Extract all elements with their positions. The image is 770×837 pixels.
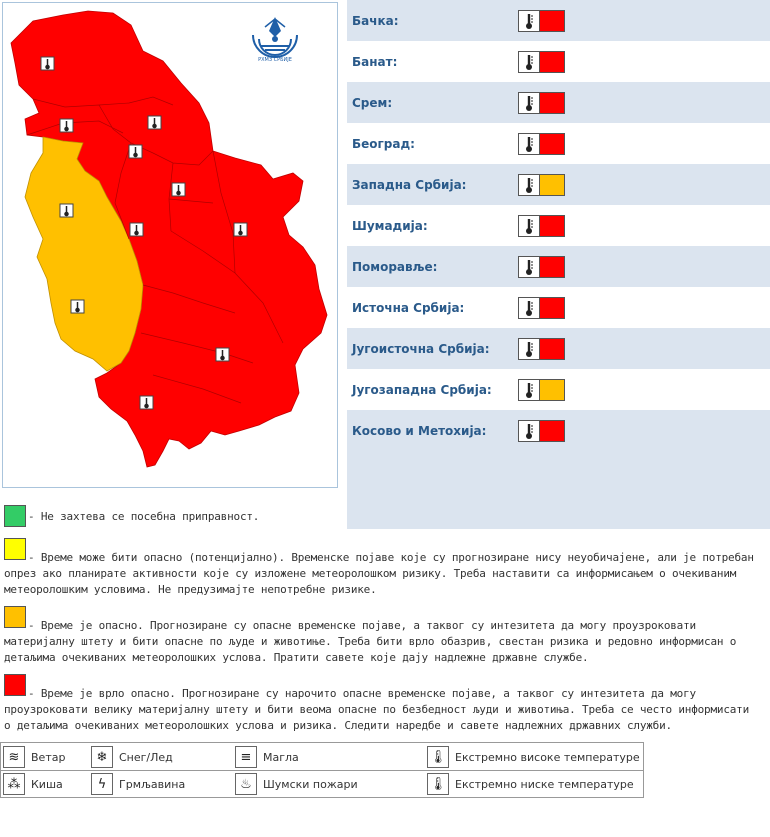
warning-level-swatch	[540, 256, 565, 278]
thermometer-icon	[518, 256, 540, 278]
region-name: Југозападна Србија:	[352, 382, 492, 397]
thermometer-icon	[518, 92, 540, 114]
region-row[interactable]	[347, 410, 770, 451]
icon-legend-snow	[91, 746, 173, 768]
legend-green-text: - Не захтева се посебна приправност.	[28, 510, 260, 523]
warning-level-swatch	[540, 379, 565, 401]
thermometer-icon	[518, 379, 540, 401]
legend-orange-line-1: - Време је опасно. Прогнозиране су опасне временске појаве, а таквог су интезитета да могу проузроковати	[28, 619, 696, 632]
lightning-icon: ϟ	[91, 773, 113, 795]
thermometer-icon	[518, 420, 540, 442]
legend-red-line-2: проузроковати велику материјалну штету и бити веома опасне по безбедност људи и животиња. Треба се често информисати	[4, 703, 750, 716]
region-name: Југоисточна Србија:	[352, 341, 490, 356]
legend-red	[4, 674, 764, 734]
fog-icon: ≡	[235, 746, 257, 768]
legend-orange-line-2: материјалну штету и бити опасне по људе и животиње. Треба бити врло обазрив, свестан ризика и редовно информисан о	[4, 635, 737, 648]
thermometer-icon	[518, 10, 540, 32]
region-name: Банат:	[352, 54, 398, 69]
warning-level-swatch	[540, 215, 565, 237]
icon-legend-snow-label: Снег/Лед	[119, 750, 173, 764]
region-row[interactable]	[347, 369, 770, 410]
warning-level-swatch	[540, 10, 565, 32]
forest-fire-icon: ♨	[235, 773, 257, 795]
region-name: Шумадија:	[352, 218, 428, 233]
thermometer-icon	[518, 297, 540, 319]
icon-legend-cold-label: Екстремно ниске температуре	[455, 777, 634, 791]
legend-orange-text	[4, 618, 736, 666]
icon-legend-fog	[235, 746, 299, 768]
thermometer-icon	[518, 338, 540, 360]
icon-legend-cold	[427, 773, 634, 795]
region-row[interactable]	[347, 82, 770, 123]
warning-level-swatch	[540, 297, 565, 319]
warning-level-swatch	[540, 92, 565, 114]
thermometer-icon	[518, 51, 540, 73]
icon-legend-thunder-label: Грмљавина	[119, 777, 186, 791]
region-warning-table	[347, 0, 770, 529]
icon-legend-heat	[427, 746, 640, 768]
thermometer-low-icon: 🌡	[427, 773, 449, 795]
region-name: Западна Србија:	[352, 177, 467, 192]
rain-icon: ⁂	[3, 773, 25, 795]
icon-legend	[0, 742, 644, 798]
legend-yellow-line-3: метеоролошким условима. Не предузимајте непотребне ризике.	[4, 583, 377, 596]
legend-red-text	[4, 686, 749, 734]
wind-icon: ≋	[3, 746, 25, 768]
icon-legend-wind	[3, 746, 65, 768]
region-row[interactable]	[347, 41, 770, 82]
snowflake-icon: ❄	[91, 746, 113, 768]
thermometer-icon	[518, 215, 540, 237]
legend-yellow-text	[4, 550, 754, 598]
region-row[interactable]	[347, 328, 770, 369]
thermometer-icon	[518, 174, 540, 196]
region-row[interactable]	[347, 0, 770, 41]
warning-level-swatch	[540, 420, 565, 442]
icon-legend-rain	[3, 773, 63, 795]
region-name: Срем:	[352, 95, 393, 110]
icon-legend-heat-label: Екстремно високе температуре	[455, 750, 640, 764]
rhmz-logo	[253, 17, 297, 63]
warning-map	[2, 2, 338, 488]
icon-legend-wind-label: Ветар	[31, 750, 66, 764]
legend-orange-line-3: детаљима очекиваних метеоролошких услова. Пратити савете које дају надлежне државне службе.	[4, 651, 589, 664]
region-name: Београд:	[352, 136, 415, 151]
legend-green	[4, 505, 764, 529]
legend-red-line-3: о детаљима очекиваних метеоролошких услова и ризика. Следити наредбе и савете надлежних државних служби.	[4, 719, 672, 732]
thermometer-high-icon: 🌡	[427, 746, 449, 768]
icon-legend-fog-label: Магла	[263, 750, 299, 764]
region-row[interactable]	[347, 164, 770, 205]
region-name: Поморавље:	[352, 259, 438, 274]
icon-legend-rain-label: Киша	[31, 777, 63, 791]
legend-yellow-line-1: - Време може бити опасно (потенцијално). Временске појаве које су прогнозиране нису неуобичајене, али је потребан	[28, 551, 754, 564]
thermometer-icon	[518, 133, 540, 155]
region-name: Косово и Метохија:	[352, 423, 487, 438]
legend-yellow-line-2: опрез ако планирате активности које су изложене метеоролошком ризику. Треба наставити са информисањем о очекиваним	[4, 567, 737, 580]
warning-level-swatch	[540, 51, 565, 73]
region-row[interactable]	[347, 123, 770, 164]
warning-level-swatch	[540, 174, 565, 196]
region-row[interactable]	[347, 287, 770, 328]
legend-orange	[4, 606, 764, 666]
svg-text:РХМЗ СРБИЈЕ: РХМЗ СРБИЈЕ	[258, 57, 292, 63]
icon-legend-fire	[235, 773, 358, 795]
serbia-map	[3, 3, 337, 487]
region-name: Источна Србија:	[352, 300, 465, 315]
icon-legend-fire-label: Шумски пожари	[263, 777, 358, 791]
legend-yellow	[4, 538, 764, 598]
legend-red-line-1: - Време је врло опасно. Прогнозиране су нарочито опасне временске појаве, а таквог су интезитета да могу	[28, 687, 696, 700]
region-row[interactable]	[347, 246, 770, 287]
warning-level-swatch	[540, 338, 565, 360]
region-name: Бачка:	[352, 13, 399, 28]
region-row[interactable]	[347, 205, 770, 246]
warning-level-swatch	[540, 133, 565, 155]
icon-legend-thunder	[91, 773, 185, 795]
